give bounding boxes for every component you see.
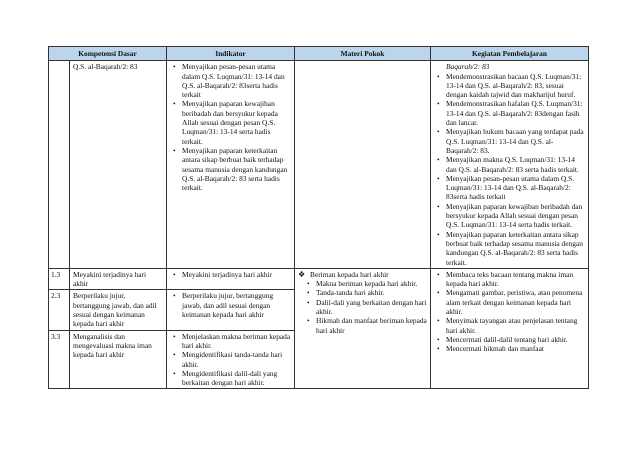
list-item: • Mendemonstrasikan bacaan Q.S. Luqman/31: 13-14 dan Q.S. al-Baqarah/2: 83, sesuai dengan kaidah tajwid dan makharijul huruf. <box>434 72 585 100</box>
indikator-cell <box>167 268 295 290</box>
table-header-row <box>49 47 589 61</box>
kegiatan-cell <box>431 61 589 269</box>
indikator-cell <box>167 61 295 269</box>
kd-number-cell: 3.3 <box>49 330 70 389</box>
list-item: • Menjelaskan makna beriman kepada hari akhir. <box>170 332 291 351</box>
indikator-cell <box>167 290 295 330</box>
list-item: • Hikmah dan manfaat beriman kepada hari akhir <box>304 316 427 335</box>
kd-number-cell: 2.3 <box>49 290 70 330</box>
materi-cell <box>295 61 431 269</box>
list-item: • Berperilaku jujur, bertanggung jawab, dan adil sesuai dengan keimanan kepada hari akhir <box>170 291 291 319</box>
header-kompetensi-dasar: Kompetensi Dasar <box>49 47 167 61</box>
kd-cell: Q.S. al-Baqarah/2: 83 <box>70 61 167 269</box>
kd-cell: Meyakini terjadinya hari akhir <box>70 268 167 290</box>
list-item: • Menyajikan pesan-pesan utama dalam Q.S. Luqman/31: 13-14 dan Q.S. al-Baqarah/2: 83serta hadis terkait <box>434 174 585 202</box>
kegiatan-cell <box>431 268 589 389</box>
kd-number-cell: 1.3 <box>49 268 70 290</box>
kd-cell: Menganalisis dan mengevaluasi makna iman kepada hari akhir <box>70 330 167 389</box>
materi-cell <box>295 268 431 389</box>
list-item: • Tanda-tanda hari akhir. <box>304 288 427 297</box>
list-item: • Menyajikan paparan keterkaitan antara sikap berbuat baik terhadap sesama manusia dengan kandungan Q.S. al-Baqarah/2: 83 serta hadis terkait. <box>170 146 291 192</box>
list-item: • Menyimak tayangan atau penjelasan tentang hari akhir. <box>434 316 585 335</box>
list-item: • Menyajikan makna Q.S. Luqman/31: 13-14 dan Q.S. al-Baqarah/2: 83 serta hadis terkait. <box>434 155 585 174</box>
list-item: • Mengidentifikasi dalil-dali yang berkaitan dengan hari akhir. <box>170 369 291 388</box>
list-item: • Menyajikan hukum bacaan yang terdapat pada Q.S. Luqman/31: 13-14 dan Q.S. al-Baqarah/2: 83. <box>434 127 585 155</box>
table-row <box>49 61 589 269</box>
kegiatan-intro: Baqarah/2: 83 <box>446 62 490 72</box>
header-kegiatan-pembelajaran: Kegiatan Pembelajaran <box>431 47 589 61</box>
list-item: • Mengamati gambar, peristiwa, atau penomena alam terkait dengan keimanan kepada hari akhir. <box>434 288 585 316</box>
list-item: • Dalil-dali yang berkaitan dengan hari akhir. <box>304 298 427 317</box>
list-item: • Membaca teks bacaan tentang makna iman kepada hari akhir. <box>434 270 585 289</box>
kd-cell: Berperilaku jujur, bertanggung jawab, dan adil sesuai dengan keimanan kepada hari akhir <box>70 290 167 330</box>
list-item: • Menyajikan paparan kewajiban beribadah dan bersyukur kepada Allah sesuai dengan pesan Q.S. Luqman/31: 13-14 serta hadis terkait. <box>434 202 585 230</box>
table-row <box>49 268 589 290</box>
header-indikator: Indikator <box>167 47 295 61</box>
list-item: • Meyakini terjadinya hari akhir <box>170 270 291 279</box>
list-item: • Menyajikan pesan-pesan utama dalam Q.S. Luqman/31: 13-14 dan Q.S. al-Baqarah/2: 83serta hadis terkait <box>170 62 291 99</box>
indikator-cell <box>167 330 295 389</box>
list-item: • Menyajikan paparan keterkaitan antara sikap berbuat baik terhadap sesama manusia dengan kandungan Q.S. al-Baqarah/2: 83 serta hadis terkait. <box>434 230 585 267</box>
list-item: • Mencermati dalil-dalil tentang hari akhir. <box>434 335 585 344</box>
list-item: • Makna beriman kepada hari akhir. <box>304 279 427 288</box>
list-item: • Mendemonstrasikan hafalan Q.S. Luqman/31: 13-14 dan Q.S. al-Baqarah/2: 83dengan fasih dan lancar. <box>434 99 585 127</box>
header-materi-pokok: Materi Pokok <box>295 47 431 61</box>
materi-main-item: ❖ Beriman kepada hari akhir <box>298 270 427 279</box>
list-item: • Menyajikan paparan kewajiban beribadah dan bersyukur kepada Allah sesuai dengan pesan Q.S. Luqman/31: 13-14 serta hadis terkait. <box>170 99 291 145</box>
lesson-plan-table <box>48 46 589 389</box>
kd-number-cell <box>49 61 70 269</box>
document-page <box>48 46 588 389</box>
list-item: • Mencermati hikmah dan manfaat <box>434 344 585 353</box>
list-item: • Mengidentifikasi tanda-tanda hari akhir. <box>170 350 291 369</box>
